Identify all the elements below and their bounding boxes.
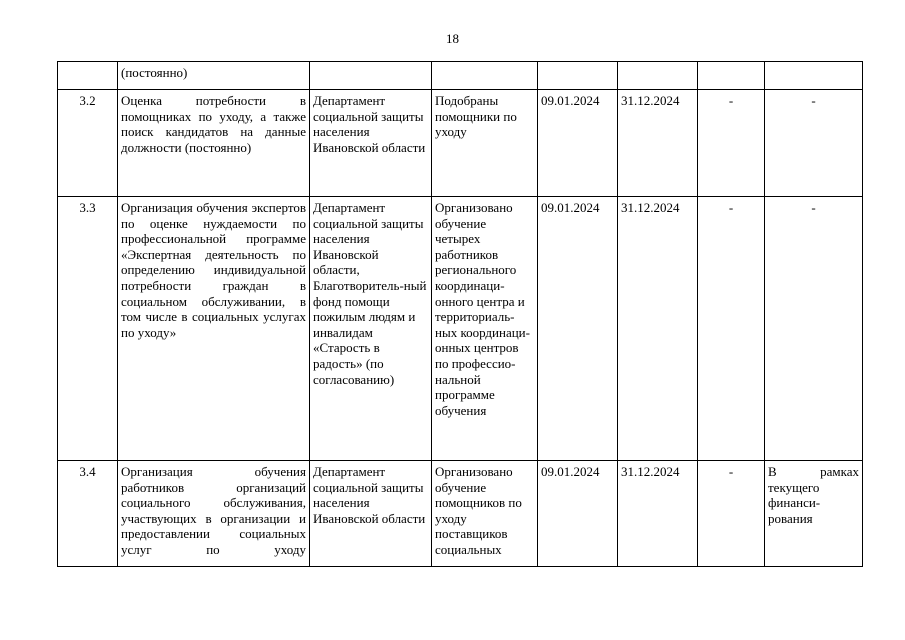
- cell-measure: Оценка потребности в помощниках по уходу, а также поиск кандидатов на данные должности (постоянно): [118, 90, 310, 197]
- cell-start-date: 09.01.2024: [538, 90, 618, 197]
- cell-measure: (постоянно): [118, 62, 310, 90]
- funding-source-first-line: [768, 464, 859, 480]
- cell-funding-volume: -: [698, 461, 765, 567]
- cell-funding-source: [765, 62, 863, 90]
- cell-executor: [310, 62, 432, 90]
- cell-num: 3.3: [58, 197, 118, 461]
- cell-num: [58, 62, 118, 90]
- table-row: [58, 197, 863, 461]
- cell-funding-source: -: [765, 197, 863, 461]
- cell-start-date: 09.01.2024: [538, 197, 618, 461]
- cell-num: 3.4: [58, 461, 118, 567]
- cell-end-date: 31.12.2024: [618, 197, 698, 461]
- page-number: 18: [446, 31, 459, 46]
- cell-funding-volume: -: [698, 90, 765, 197]
- cell-executor: Департамент социальной защиты населения Ивановской области, Благотворитель-ный фонд помощи пожилым людям и инвалидам «Старость в радость» (по согласованию): [310, 197, 432, 461]
- cell-result: [432, 62, 538, 90]
- cell-executor: Департамент социальной защиты населения Ивановской области: [310, 90, 432, 197]
- funding-source-word: В: [768, 464, 777, 479]
- cell-result: Подобраны помощники по уходу: [432, 90, 538, 197]
- table-row: [58, 461, 863, 567]
- cell-start-date: 09.01.2024: [538, 461, 618, 567]
- table-row: [58, 90, 863, 197]
- cell-funding-source: [765, 461, 863, 567]
- funding-source-rest: текущего финанси-рования: [768, 479, 821, 526]
- cell-funding-volume: [698, 62, 765, 90]
- cell-funding-volume: -: [698, 197, 765, 461]
- cell-end-date: 31.12.2024: [618, 90, 698, 197]
- cell-num: 3.2: [58, 90, 118, 197]
- cell-end-date: 31.12.2024: [618, 461, 698, 567]
- cell-funding-source: -: [765, 90, 863, 197]
- measures-table: [57, 61, 863, 567]
- cell-measure: Организация обучения экспертов по оценке нуждаемости по профессиональной программе «Экспертная деятельность по определению индивидуальной потребности граждан в социальном обслуживании, в том числе в социальных услугах по уходу»: [118, 197, 310, 461]
- cell-start-date: [538, 62, 618, 90]
- cell-executor: Департамент социальной защиты населения Ивановской области: [310, 461, 432, 567]
- funding-source-word: рамках: [820, 464, 859, 479]
- cell-result: Организовано обучение помощников по уходу поставщиков социальных: [432, 461, 538, 567]
- cell-end-date: [618, 62, 698, 90]
- cell-result: Организовано обучение четырех работников регионального координаци-онного центра и территориаль-ных координаци-онных центров по профессио-нальной программе обучения: [432, 197, 538, 461]
- cell-measure: Организация обучения работников организаций социального обслуживания, участвующих в организации и предоставлении социальных услуг по уходу: [118, 461, 310, 567]
- table-row-continuation: [58, 62, 863, 90]
